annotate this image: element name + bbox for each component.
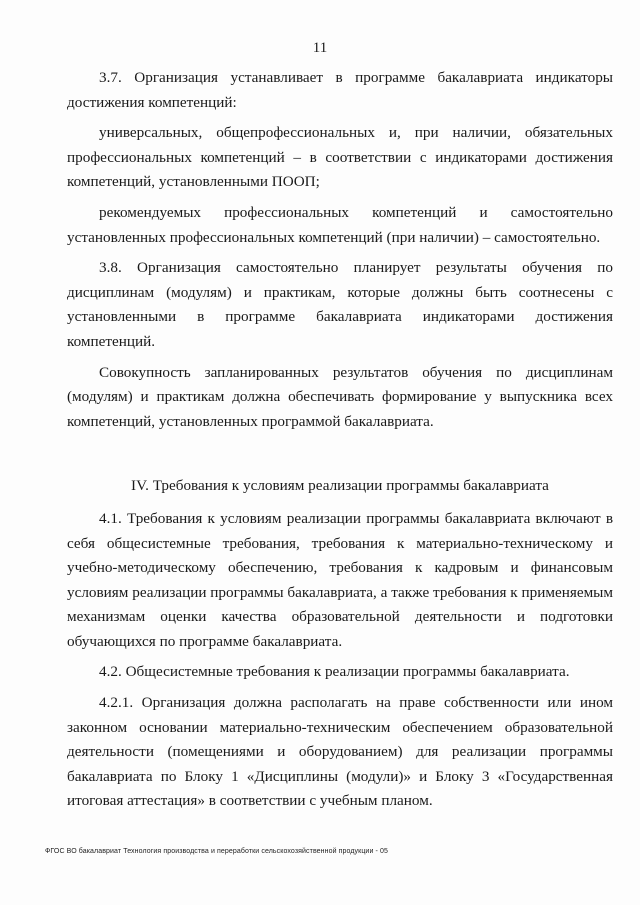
- page-number: 11: [312, 40, 328, 56]
- document-body: [67, 66, 613, 814]
- paragraph-universal-competencies: универсальных, общепрофессиональных и, при наличии, обязательных профессиональных компетенций – в соответствии с индикаторами достижения компетенций, установленными ПООП;: [67, 124, 613, 191]
- paragraph-3-7: 3.7. Организация устанавливает в программе бакалавриата индикаторы достижения компетенций:: [67, 69, 613, 111]
- footer-note: ФГОС ВО бакалавриат Технология производства и переработки сельскохозяйственной продукции - 05: [45, 848, 388, 855]
- paragraph-4-1: 4.1. Требования к условиям реализации программы бакалавриата включают в себя общесистемные требования, требования к материально-техническому и учебно-методическому обеспечению, требования к кадровым и финансовым условиям реализации программы бакалавриата, а также требования к применяемым механизмам оценки качества образовательной деятельности и подготовки обучающихся по программе бакалавриата.: [67, 509, 613, 650]
- paragraph-4-2-1: 4.2.1. Организация должна располагать на праве собственности или ином законном основании материально-техническим обеспечением образовательной деятельности (помещениями и оборудованием) для реализации программы бакалавриата по Блоку 1 «Дисциплины (модули)» и Блоку 3 «Государственная итоговая аттестация» в соответствии с учебным планом.: [67, 694, 613, 810]
- paragraph-learning-outcomes: Совокупность запланированных результатов обучения по дисциплинам (модулям) и практикам должна обеспечивать формирование у выпускника всех компетенций, установленных программой бакалавриата.: [67, 363, 613, 430]
- paragraph-4-2: 4.2. Общесистемные требования к реализации программы бакалавриата.: [99, 663, 570, 681]
- section-heading: IV. Требования к условиям реализации программы бакалавриата: [131, 477, 549, 495]
- paragraph-recommended-competencies: рекомендуемых профессиональных компетенций и самостоятельно установленных профессиональных компетенций (при наличии) – самостоятельно.: [67, 203, 613, 246]
- paragraph-3-8: 3.8. Организация самостоятельно планирует результаты обучения по дисциплинам (модулям) и практикам, которые должны быть соотнесены с установленными в программе бакалавриата индикаторами достижения компетенций.: [67, 259, 613, 350]
